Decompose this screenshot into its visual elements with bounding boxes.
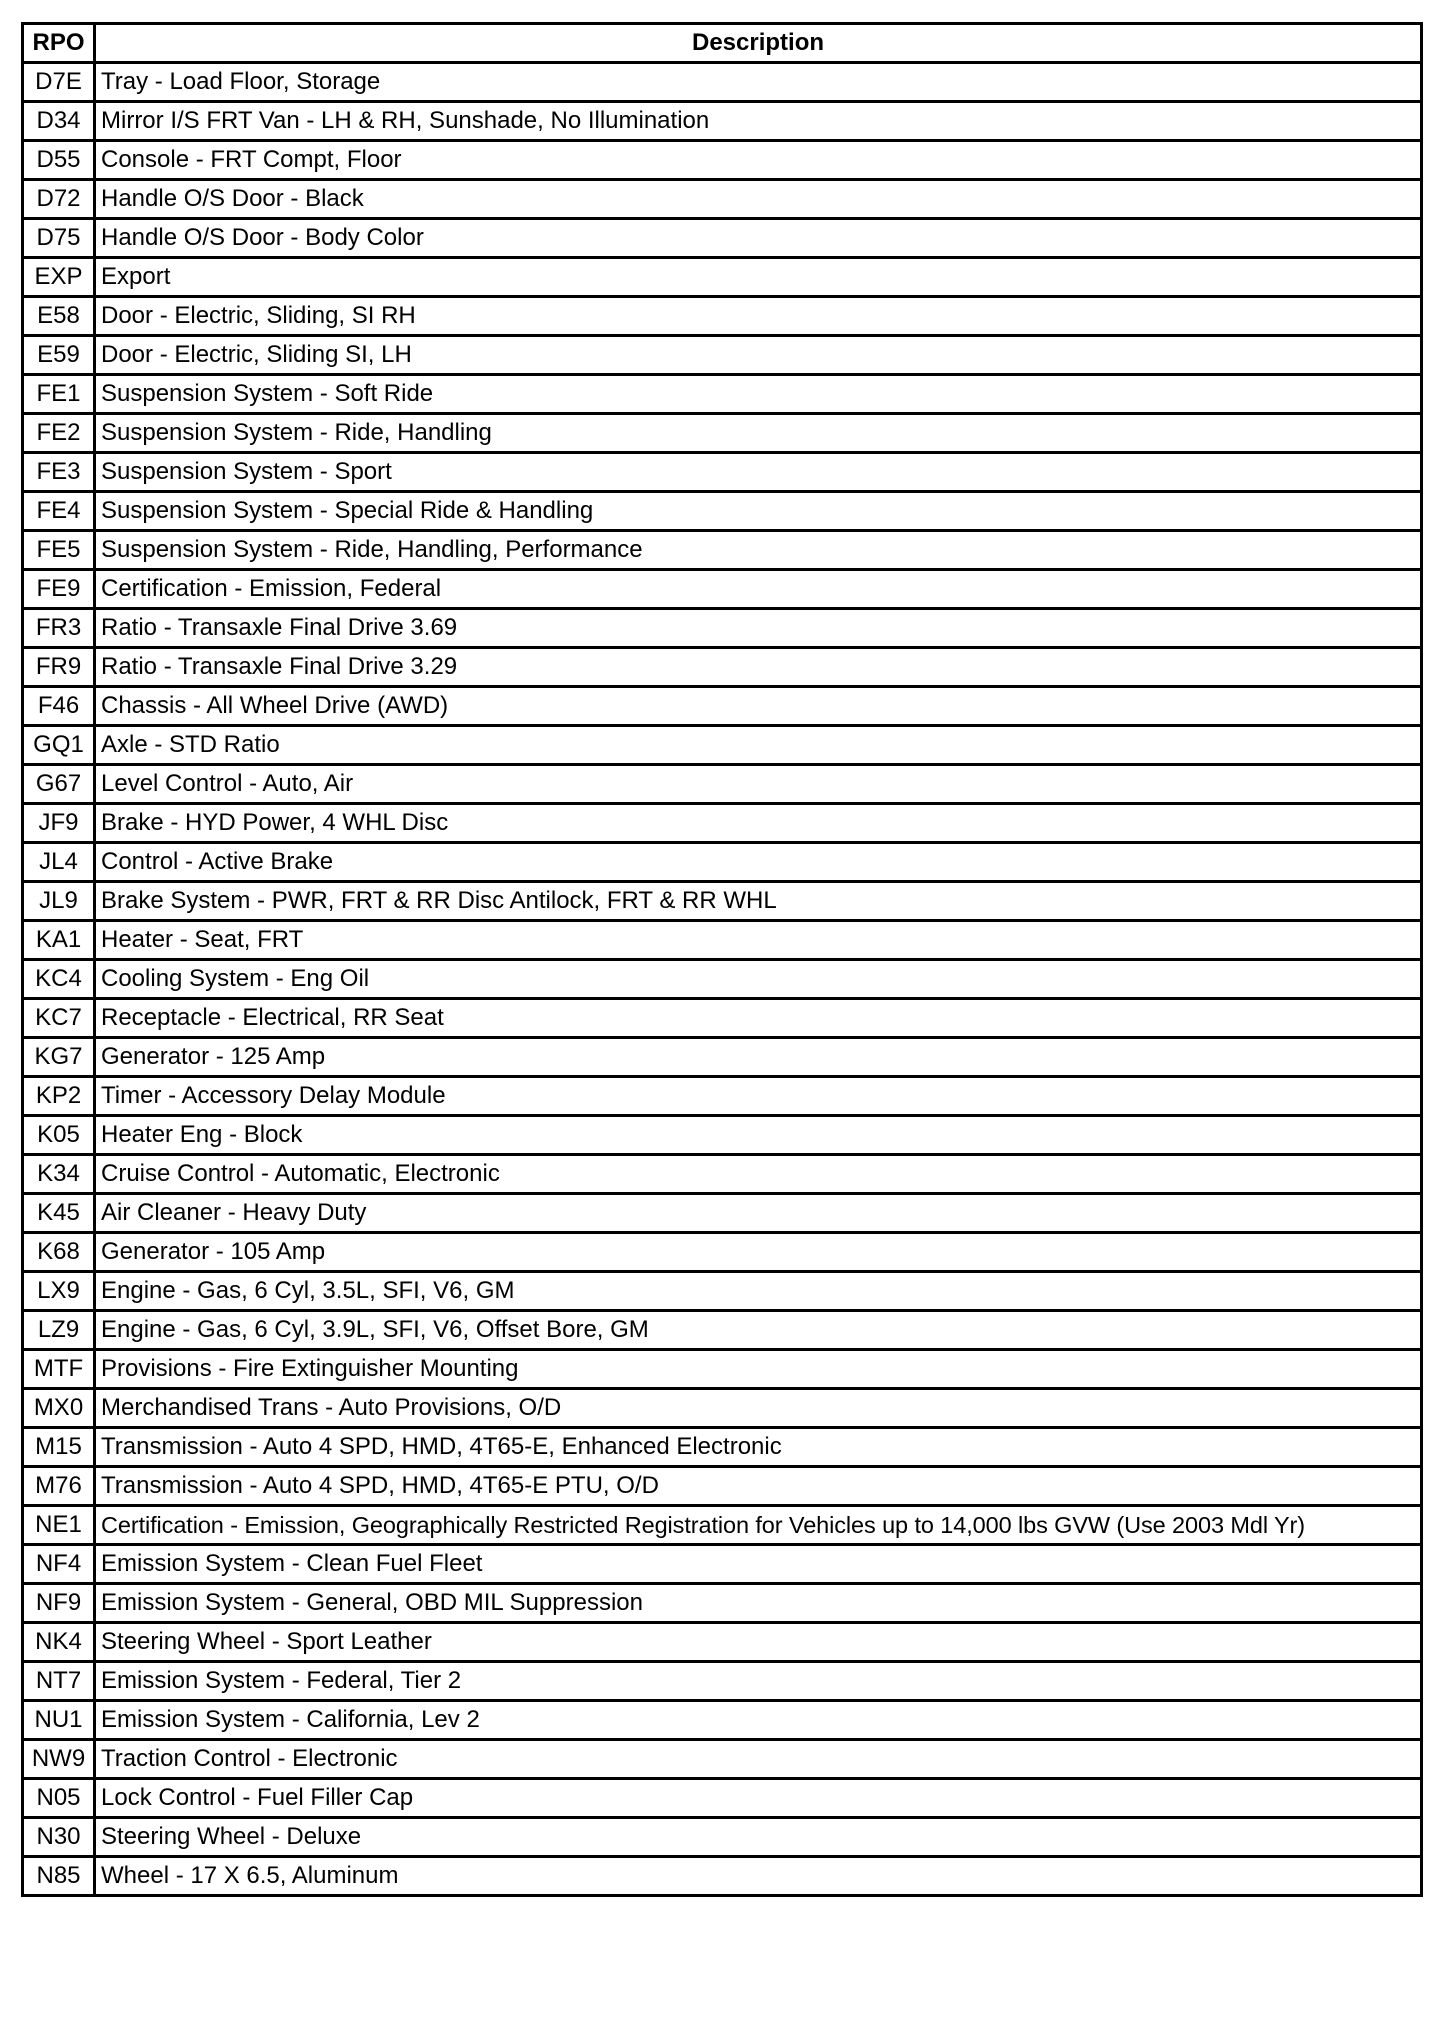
rpo-column-header: RPO [23,24,95,63]
description-cell: Ratio - Transaxle Final Drive 3.29 [95,648,1422,687]
rpo-code-cell: D72 [23,180,95,219]
description-cell: Door - Electric, Sliding SI, LH [95,336,1422,375]
table-row [23,1701,1422,1740]
table-row [23,1662,1422,1701]
description-cell: Level Control - Auto, Air [95,765,1422,804]
description-cell: Console - FRT Compt, Floor [95,141,1422,180]
table-row [23,843,1422,882]
rpo-code-cell: D75 [23,219,95,258]
rpo-code-cell: K68 [23,1233,95,1272]
description-cell: Generator - 125 Amp [95,1038,1422,1077]
rpo-code-cell: K45 [23,1194,95,1233]
table-row [23,882,1422,921]
rpo-code-cell: N30 [23,1818,95,1857]
table-row [23,1584,1422,1623]
rpo-code-cell: K34 [23,1155,95,1194]
rpo-code-cell: FR3 [23,609,95,648]
description-cell: Transmission - Auto 4 SPD, HMD, 4T65-E PTU, O/D [95,1467,1422,1506]
description-cell: Certification - Emission, Federal [95,570,1422,609]
description-cell: Suspension System - Ride, Handling, Performance [95,531,1422,570]
table-row [23,1155,1422,1194]
rpo-code-cell: NK4 [23,1623,95,1662]
table-row [23,1038,1422,1077]
description-cell: Cooling System - Eng Oil [95,960,1422,999]
description-cell: Timer - Accessory Delay Module [95,1077,1422,1116]
rpo-code-cell: LZ9 [23,1311,95,1350]
description-cell: Brake - HYD Power, 4 WHL Disc [95,804,1422,843]
description-cell: Receptacle - Electrical, RR Seat [95,999,1422,1038]
rpo-code-cell: KA1 [23,921,95,960]
rpo-code-cell: FE5 [23,531,95,570]
description-cell: Handle O/S Door - Black [95,180,1422,219]
description-cell: Steering Wheel - Sport Leather [95,1623,1422,1662]
table-row [23,414,1422,453]
table-row [23,1272,1422,1311]
table-row [23,336,1422,375]
description-cell: Engine - Gas, 6 Cyl, 3.5L, SFI, V6, GM [95,1272,1422,1311]
rpo-code-cell: N05 [23,1779,95,1818]
rpo-code-cell: KP2 [23,1077,95,1116]
rpo-code-cell: E58 [23,297,95,336]
rpo-code-cell: GQ1 [23,726,95,765]
description-cell: Suspension System - Ride, Handling [95,414,1422,453]
description-cell: Heater - Seat, FRT [95,921,1422,960]
description-cell: Mirror I/S FRT Van - LH & RH, Sunshade, No Illumination [95,102,1422,141]
table-row [23,375,1422,414]
rpo-code-cell: K05 [23,1116,95,1155]
table-row [23,1545,1422,1584]
description-cell: Chassis - All Wheel Drive (AWD) [95,687,1422,726]
rpo-code-cell: NU1 [23,1701,95,1740]
rpo-code-cell: N85 [23,1857,95,1896]
rpo-code-cell: FE4 [23,492,95,531]
description-cell: Suspension System - Soft Ride [95,375,1422,414]
table-row [23,570,1422,609]
rpo-code-cell: E59 [23,336,95,375]
table-row [23,1623,1422,1662]
table-row [23,1506,1422,1545]
description-cell: Transmission - Auto 4 SPD, HMD, 4T65-E, Enhanced Electronic [95,1428,1422,1467]
rpo-code-cell: MX0 [23,1389,95,1428]
description-cell: Air Cleaner - Heavy Duty [95,1194,1422,1233]
description-cell: Wheel - 17 X 6.5, Aluminum [95,1857,1422,1896]
table-row [23,687,1422,726]
table-row [23,258,1422,297]
rpo-code-cell: FE2 [23,414,95,453]
description-cell: Provisions - Fire Extinguisher Mounting [95,1350,1422,1389]
rpo-code-cell: NE1 [23,1506,95,1545]
rpo-code-cell: KC7 [23,999,95,1038]
table-row [23,453,1422,492]
rpo-code-cell: KC4 [23,960,95,999]
description-cell: Emission System - Clean Fuel Fleet [95,1545,1422,1584]
description-cell: Control - Active Brake [95,843,1422,882]
table-row [23,102,1422,141]
table-row [23,1350,1422,1389]
table-row [23,726,1422,765]
table-row [23,1857,1422,1896]
rpo-code-cell: JF9 [23,804,95,843]
description-cell: Handle O/S Door - Body Color [95,219,1422,258]
description-cell: Emission System - California, Lev 2 [95,1701,1422,1740]
table-row [23,1467,1422,1506]
rpo-table [21,22,1423,1897]
description-cell: Steering Wheel - Deluxe [95,1818,1422,1857]
description-cell: Heater Eng - Block [95,1116,1422,1155]
table-row [23,297,1422,336]
rpo-code-cell: FE9 [23,570,95,609]
description-cell: Emission System - General, OBD MIL Suppression [95,1584,1422,1623]
table-body [23,63,1422,1896]
description-cell: Suspension System - Sport [95,453,1422,492]
table-row [23,1818,1422,1857]
rpo-code-cell: D55 [23,141,95,180]
table-row [23,1116,1422,1155]
rpo-code-cell: NT7 [23,1662,95,1701]
rpo-code-cell: F46 [23,687,95,726]
table-row [23,648,1422,687]
description-column-header: Description [95,24,1422,63]
description-cell: Ratio - Transaxle Final Drive 3.69 [95,609,1422,648]
rpo-code-cell: JL9 [23,882,95,921]
rpo-code-cell: LX9 [23,1272,95,1311]
rpo-code-cell: D34 [23,102,95,141]
table-row [23,921,1422,960]
rpo-code-cell: NW9 [23,1740,95,1779]
table-row [23,609,1422,648]
table-row [23,804,1422,843]
description-cell: Generator - 105 Amp [95,1233,1422,1272]
rpo-code-cell: G67 [23,765,95,804]
description-cell: Suspension System - Special Ride & Handling [95,492,1422,531]
table-row [23,1233,1422,1272]
rpo-code-cell: D7E [23,63,95,102]
table-row [23,492,1422,531]
table-row [23,219,1422,258]
table-row [23,960,1422,999]
rpo-code-cell: JL4 [23,843,95,882]
rpo-code-cell: EXP [23,258,95,297]
table-row [23,1077,1422,1116]
rpo-code-cell: KG7 [23,1038,95,1077]
table-row [23,1428,1422,1467]
description-cell: Lock Control - Fuel Filler Cap [95,1779,1422,1818]
rpo-code-cell: FE1 [23,375,95,414]
rpo-code-cell: FR9 [23,648,95,687]
table-row [23,141,1422,180]
rpo-code-cell: M15 [23,1428,95,1467]
rpo-code-cell: M76 [23,1467,95,1506]
table-row [23,63,1422,102]
rpo-code-cell: NF9 [23,1584,95,1623]
rpo-code-cell: MTF [23,1350,95,1389]
description-cell: Engine - Gas, 6 Cyl, 3.9L, SFI, V6, Offset Bore, GM [95,1311,1422,1350]
description-cell: Merchandised Trans - Auto Provisions, O/D [95,1389,1422,1428]
rpo-code-cell: FE3 [23,453,95,492]
rpo-code-cell: NF4 [23,1545,95,1584]
table-row [23,180,1422,219]
table-row [23,1311,1422,1350]
description-cell: Export [95,258,1422,297]
table-row [23,1740,1422,1779]
table-row [23,999,1422,1038]
table-row [23,1194,1422,1233]
table-row [23,1779,1422,1818]
table-row [23,531,1422,570]
table-header-row [23,24,1422,63]
table-row [23,765,1422,804]
description-cell: Door - Electric, Sliding, SI RH [95,297,1422,336]
description-cell: Axle - STD Ratio [95,726,1422,765]
description-cell: Certification - Emission, Geographically Restricted Registration for Vehicles up to 14,000 lbs GVW (Use 2003 Mdl Yr) [95,1506,1422,1545]
description-cell: Emission System - Federal, Tier 2 [95,1662,1422,1701]
description-cell: Tray - Load Floor, Storage [95,63,1422,102]
description-cell: Cruise Control - Automatic, Electronic [95,1155,1422,1194]
description-cell: Brake System - PWR, FRT & RR Disc Antilock, FRT & RR WHL [95,882,1422,921]
table-row [23,1389,1422,1428]
description-cell: Traction Control - Electronic [95,1740,1422,1779]
